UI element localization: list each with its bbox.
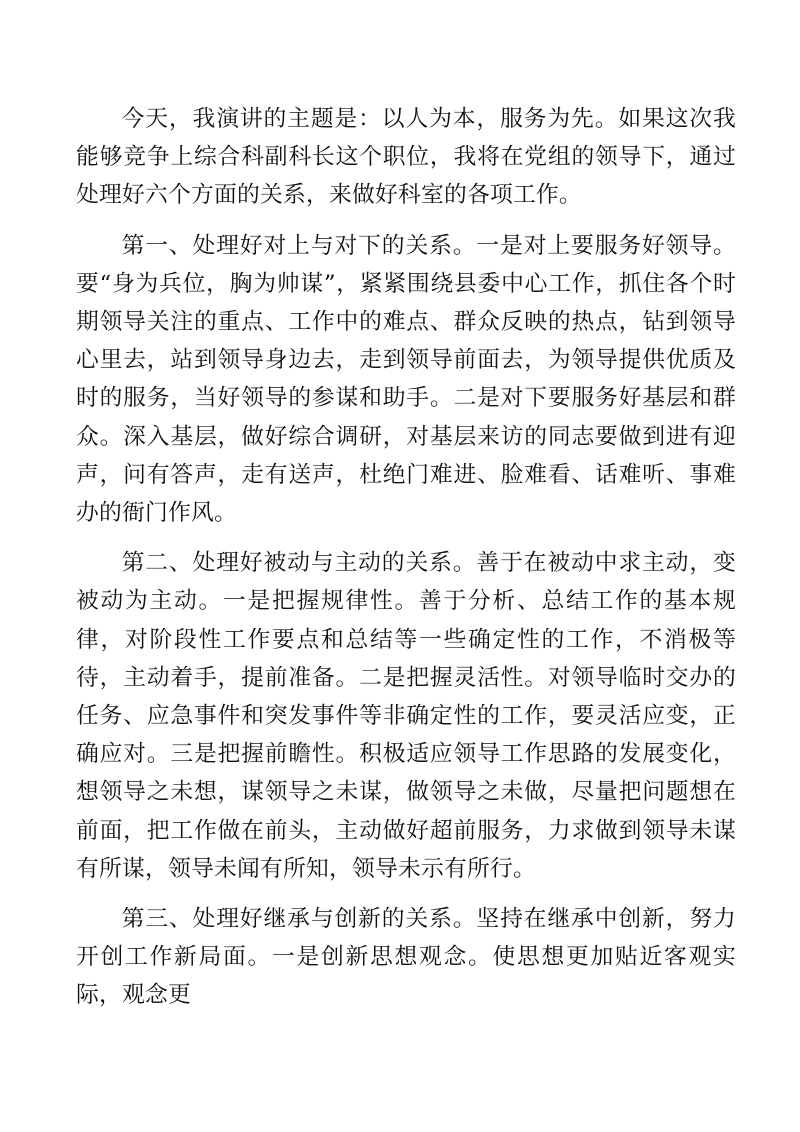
paragraph-third-relation: 第三、处理好继承与创新的关系。坚持在继承中创新，努力开创工作新局面。一是创新思想观念。使思想更加贴近客观实际，观念更 bbox=[76, 906, 736, 1009]
paragraph-intro: 今天，我演讲的主题是：以人为本，服务为先。如果这次我能够竞争上综合科副科长这个职位，我将在党组的领导下，通过处理好六个方面的关系，来做好科室的各项工作。 bbox=[76, 106, 736, 209]
document-body bbox=[76, 100, 736, 1027]
paragraph-first-relation: 第一、处理好对上与对下的关系。一是对上要服务好领导。要“身为兵位，胸为帅谋”，紧紧围绕县委中心工作，抓住各个时期领导关注的重点、工作中的难点、群众反映的热点，钻到领导心里去，站到领导身边去，走到领导前面去，为领导提供优质及时的服务，当好领导的参谋和助手。二是对下要服务好基层和群众。深入基层，做好综合调研，对基层来访的同志要做到进有迎声，问有答声，走有送声，杜绝门难进、脸难看、话难听、事难办的衙门作风。 bbox=[76, 232, 736, 527]
paragraph-second-relation: 第二、处理好被动与主动的关系。善于在被动中求主动，变被动为主动。一是把握规律性。善于分析、总结工作的基本规律，对阶段性工作要点和总结等一些确定性的工作，不消极等待，主动着手，提前准备。二是把握灵活性。对领导临时交办的任务、应急事件和突发事件等非确定性的工作，要灵活应变，正确应对。三是把握前瞻性。积极适应领导工作思路的发展变化，想领导之未想，谋领导之未谋，做领导之未做，尽量把问题想在前面，把工作做在前头，主动做好超前服务，力求做到领导未谋有所谋，领导未闻有所知，领导未示有所行。 bbox=[76, 550, 736, 882]
